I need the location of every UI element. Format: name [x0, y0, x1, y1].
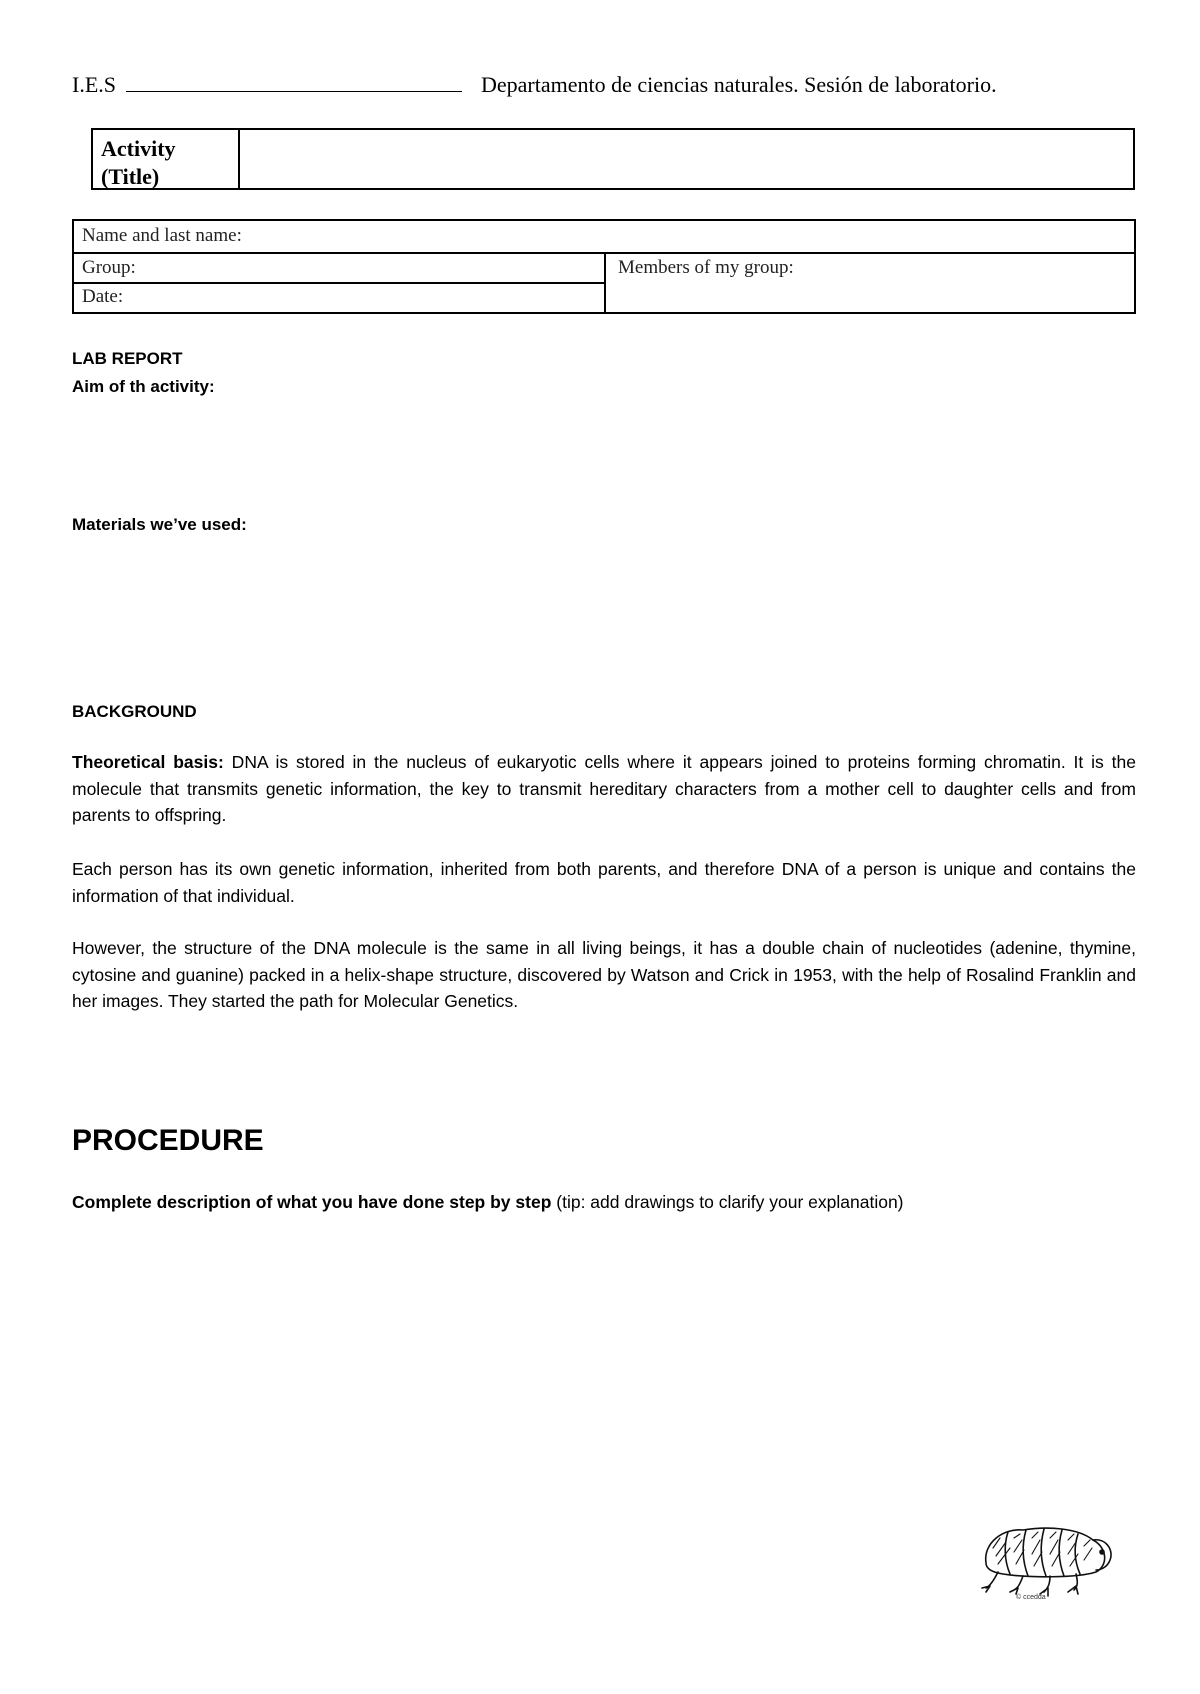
school-prefix: I.E.S — [72, 72, 116, 97]
procedure-description — [72, 1190, 904, 1214]
school-name-blank-line[interactable] — [126, 73, 462, 92]
procedure-title: PROCEDURE — [72, 1124, 264, 1157]
aim-label: Aim of th activity: — [72, 377, 215, 396]
date-field[interactable] — [74, 284, 604, 312]
tardigrade-icon — [968, 1508, 1118, 1598]
activity-title-field[interactable] — [240, 130, 1133, 188]
lab-report-heading: LAB REPORT — [72, 349, 183, 368]
background-heading: BACKGROUND — [72, 702, 197, 721]
activity-label-cell — [93, 130, 240, 188]
procedure-desc-bold: Complete description of what you have done step by step — [72, 1192, 552, 1212]
illustration-caption: © ccedda — [1016, 1594, 1046, 1601]
members-label: Members of my group: — [618, 257, 794, 278]
activity-label-line1: Activity — [101, 136, 176, 161]
student-info-table — [72, 219, 1136, 314]
tardigrade-illustration — [968, 1508, 1118, 1608]
background-paragraph-2: Each person has its own genetic information, inherited from both parents, and therefore DNA of a person is unique and contains the information of that individual. — [72, 859, 1136, 906]
activity-title-box — [91, 128, 1135, 190]
page-header — [72, 72, 1136, 98]
theoretical-basis-label: Theoretical basis: — [72, 752, 224, 772]
materials-label: Materials we’ve used: — [72, 515, 247, 534]
department-title: Departamento de ciencias naturales. Sesión de laboratorio. — [481, 72, 997, 97]
name-label: Name and last name: — [82, 225, 242, 246]
date-label: Date: — [82, 286, 124, 307]
name-field[interactable] — [74, 221, 1134, 254]
theoretical-basis-text: DNA is stored in the nucleus of eukaryotic cells where it appears joined to proteins forming chromatin. It is the molecule that transmits genetic information, the key to transmit hereditary characters from a mother cell to daughter cells and from parents to offspring. — [72, 752, 1136, 825]
background-paragraph-3: However, the structure of the DNA molecule is the same in all living beings, it has a double chain of nucleotides (adenine, thymine, cytosine and guanine) packed in a helix-shape structure, discovered by Watson and Crick in 1953, with the help of Rosalind Franklin and her images. They started the path for Molecular Genetics. — [72, 938, 1136, 1011]
theoretical-basis-paragraph — [72, 749, 1136, 829]
activity-label-line2: (Title) — [101, 164, 160, 189]
group-label: Group: — [82, 257, 136, 278]
group-members-field[interactable] — [606, 254, 1134, 312]
group-field[interactable] — [74, 254, 604, 284]
procedure-desc-tip: (tip: add drawings to clarify your explanation) — [551, 1192, 904, 1212]
